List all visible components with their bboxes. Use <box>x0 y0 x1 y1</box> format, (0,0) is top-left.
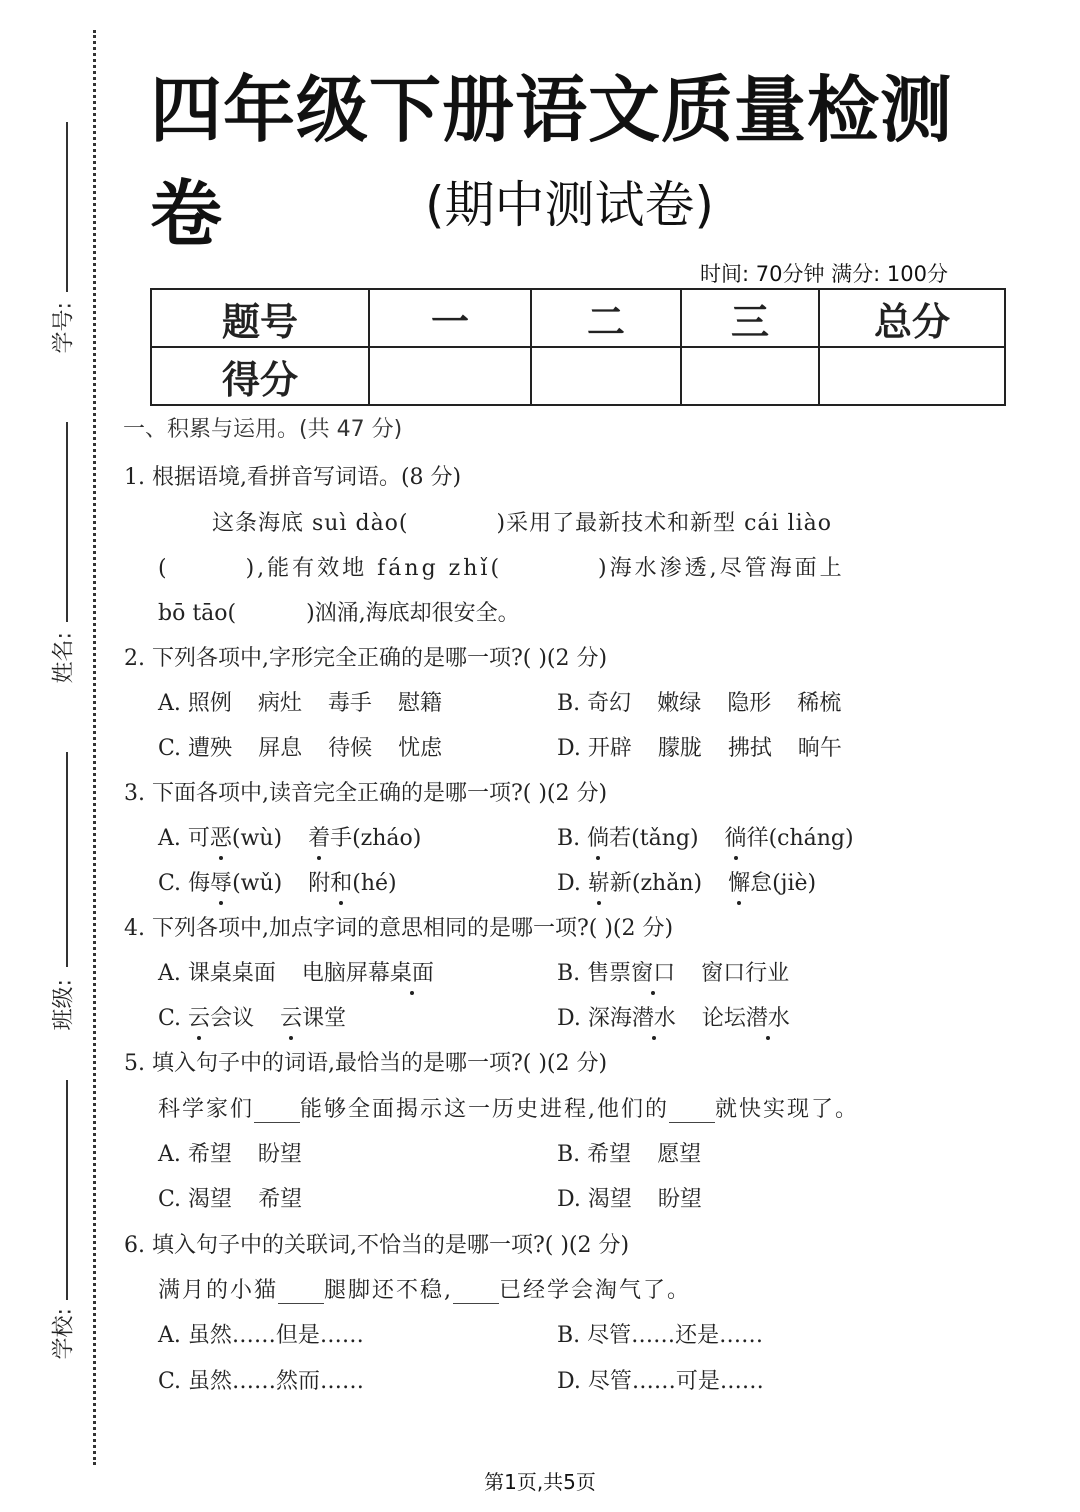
option-c[interactable] <box>158 1182 302 1213</box>
option-word: 拂拭 <box>727 736 772 761</box>
score-cell[interactable] <box>819 347 1005 405</box>
option-b[interactable] <box>557 821 854 852</box>
sentence-text: 满月的小猫 <box>158 1278 279 1303</box>
option-word: 希望 <box>587 1142 632 1167</box>
class-line <box>66 752 68 967</box>
option-c[interactable] <box>158 731 442 762</box>
option-a[interactable] <box>158 1137 302 1168</box>
option-word: 盼望 <box>657 1187 702 1212</box>
option-text: C. 侮 <box>158 871 211 896</box>
score-cell[interactable] <box>369 347 531 405</box>
q1-text: bō tāo( <box>158 601 237 626</box>
dotted-char: 崭 <box>588 866 610 897</box>
school-label: 学校: <box>51 1308 77 1360</box>
dotted-char: 云 <box>188 1001 210 1032</box>
score-header-cell: 二 <box>531 289 681 347</box>
option-d[interactable] <box>557 866 816 897</box>
option-c[interactable]: C. 虽然……然而…… <box>158 1369 365 1394</box>
answer-blank[interactable] <box>453 1278 499 1304</box>
option-text: C. <box>158 1006 189 1031</box>
cut-line <box>93 30 96 1465</box>
answer-blank[interactable] <box>669 1097 715 1123</box>
option-word: 遭殃 <box>188 736 233 761</box>
question-6-stem: 6. 填入句子中的关联词,不恰当的是哪一项?( )(2 分) <box>124 1233 630 1258</box>
option-word: 开辟 <box>587 736 632 761</box>
option-a[interactable] <box>158 686 442 717</box>
option-word: 渴望 <box>587 1187 632 1212</box>
dotted-char: 着 <box>308 821 330 852</box>
option-text: 论坛 <box>701 1006 746 1031</box>
sentence-text: 就快实现了。 <box>715 1097 860 1122</box>
option-word: 渴望 <box>188 1187 233 1212</box>
sentence-text: 能够全面揭示这一历史进程,他们的 <box>300 1097 670 1122</box>
answer-blank[interactable] <box>254 1097 300 1123</box>
option-d[interactable]: D. 尽管……可是…… <box>557 1369 764 1394</box>
option-word: 盼望 <box>257 1142 302 1167</box>
option-c[interactable] <box>158 1001 346 1032</box>
score-header-cell: 题号 <box>151 289 369 347</box>
q1-text: ( <box>158 556 170 581</box>
score-header-cell: 一 <box>369 289 531 347</box>
question-5-sentence <box>158 1092 859 1123</box>
score-header-cell: 总分 <box>819 289 1005 347</box>
option-a[interactable] <box>158 821 421 852</box>
option-b[interactable] <box>557 956 789 987</box>
dotted-char: 徜 <box>725 821 747 852</box>
q1-text: )采用了最新技术和新型 cái liào <box>496 511 832 536</box>
dotted-char: 倘 <box>587 821 609 852</box>
question-1-stem: 1. 根据语境,看拼音写词语。(8 分) <box>124 465 462 490</box>
option-word: 稀梳 <box>797 691 842 716</box>
q1-text: 这条海底 suì dào( <box>212 511 409 536</box>
class-label: 班级: <box>51 979 77 1031</box>
q1-text: )海水渗透,尽管海面上 <box>598 556 845 581</box>
sentence-text: 腿脚还不稳, <box>324 1278 454 1303</box>
score-header-cell: 三 <box>681 289 819 347</box>
option-word: 晌午 <box>797 736 842 761</box>
option-b[interactable] <box>557 686 841 717</box>
option-d[interactable] <box>557 1001 790 1032</box>
option-word: 希望 <box>187 1142 232 1167</box>
section-heading: 一、积累与运用。(共 47 分) <box>123 417 403 442</box>
option-text: B. <box>557 826 588 851</box>
option-word: 忧虑 <box>398 736 443 761</box>
dotted-char: 云 <box>280 1001 302 1032</box>
dotted-char: 和 <box>330 866 352 897</box>
exam-meta: 时间: 70分钟 满分: 100分 <box>700 262 948 286</box>
page-title: 四年级下册语文质量检测卷 <box>150 68 954 256</box>
dotted-word: 桌面 <box>390 956 434 987</box>
option-word: 毒手 <box>327 691 372 716</box>
page-subtitle: (期中测试卷) <box>425 176 715 234</box>
dotted-char: 辱 <box>210 866 232 897</box>
sentence-text: 已经学会淘气了。 <box>499 1278 692 1303</box>
option-word: 嫩绿 <box>657 691 702 716</box>
name-line <box>66 422 68 622</box>
score-cell[interactable] <box>531 347 681 405</box>
option-text: B. 售票 <box>557 961 632 986</box>
question-2-stem: 2. 下列各项中,字形完全正确的是哪一项?( )(2 分) <box>124 646 608 671</box>
pinyin: 手(zháo) <box>330 826 422 851</box>
student-id-line <box>66 122 68 292</box>
pinyin: 徉(cháng) <box>746 826 854 851</box>
sentence-text: 科学家们 <box>158 1097 255 1122</box>
name-label: 姓名: <box>51 632 77 684</box>
option-letter: D. <box>557 1187 581 1212</box>
option-b[interactable] <box>557 1137 701 1168</box>
dotted-word: 潜水 <box>632 1001 676 1032</box>
option-letter: B. <box>557 691 581 716</box>
score-cell[interactable] <box>681 347 819 405</box>
option-text: D. <box>557 871 588 896</box>
dotted-word: 潜水 <box>746 1001 790 1032</box>
option-word: 照例 <box>187 691 232 716</box>
dotted-word: 窗口 <box>631 956 675 987</box>
option-word: 待候 <box>328 736 373 761</box>
option-word: 希望 <box>258 1187 303 1212</box>
option-word: 病灶 <box>257 691 302 716</box>
page-footer: 第1页,共5页 <box>484 1470 596 1494</box>
question-1-line-2 <box>158 551 845 582</box>
option-d[interactable] <box>557 1182 702 1213</box>
student-id-label: 学号: <box>51 302 77 354</box>
pinyin: 怠(jiè) <box>750 871 817 896</box>
option-word: 愿望 <box>657 1142 702 1167</box>
pinyin: (wù) <box>231 826 283 851</box>
option-text: 会议 <box>210 1006 255 1031</box>
option-letter: D. <box>557 736 581 761</box>
question-5-stem: 5. 填入句子中的词语,最恰当的是哪一项?( )(2 分) <box>124 1051 608 1076</box>
option-word: 隐形 <box>727 691 772 716</box>
option-text: A. 课桌桌面 <box>158 961 276 986</box>
question-1-line-1 <box>212 506 832 537</box>
score-table <box>150 288 1006 406</box>
option-text: D. 深海 <box>557 1006 632 1031</box>
pinyin: 若(tǎng) <box>609 826 699 851</box>
school-line <box>66 1080 68 1300</box>
option-d[interactable] <box>557 731 842 762</box>
option-letter: A. <box>158 691 181 716</box>
option-word: 慰籍 <box>397 691 442 716</box>
question-4-stem: 4. 下列各项中,加点字词的意思相同的是哪一项?( )(2 分) <box>124 916 674 941</box>
option-b[interactable]: B. 尽管……还是…… <box>557 1323 764 1348</box>
option-text: 窗口行业 <box>701 961 790 986</box>
option-word: 朦胧 <box>657 736 702 761</box>
option-letter: C. <box>158 736 182 761</box>
option-text: 附 <box>308 871 331 896</box>
option-a[interactable]: A. 虽然……但是…… <box>158 1323 364 1348</box>
question-6-sentence <box>158 1273 691 1304</box>
q1-text: )汹涌,海底却很安全。 <box>306 601 520 626</box>
option-c[interactable] <box>158 866 397 897</box>
question-3-stem: 3. 下面各项中,读音完全正确的是哪一项?( )(2 分) <box>124 781 608 806</box>
dotted-char: 恶 <box>210 821 232 852</box>
option-letter: B. <box>557 1142 581 1167</box>
question-1-line-3 <box>158 596 520 627</box>
pinyin: 新(zhǎn) <box>609 871 703 896</box>
option-text: A. 可 <box>158 826 210 851</box>
pinyin: (hé) <box>352 871 397 896</box>
option-text: 课堂 <box>302 1006 347 1031</box>
dotted-char: 懈 <box>728 866 750 897</box>
option-letter: A. <box>158 1142 181 1167</box>
score-row-label: 得分 <box>151 347 369 405</box>
option-word: 屏息 <box>258 736 303 761</box>
option-word: 奇幻 <box>587 691 632 716</box>
option-letter: C. <box>158 1187 182 1212</box>
option-a[interactable] <box>158 956 434 987</box>
option-text: 电脑屏幕 <box>301 961 390 986</box>
pinyin: (wǔ) <box>232 871 283 896</box>
answer-blank[interactable] <box>278 1278 324 1304</box>
q1-text: ),能有效地 fáng zhǐ( <box>245 556 503 581</box>
